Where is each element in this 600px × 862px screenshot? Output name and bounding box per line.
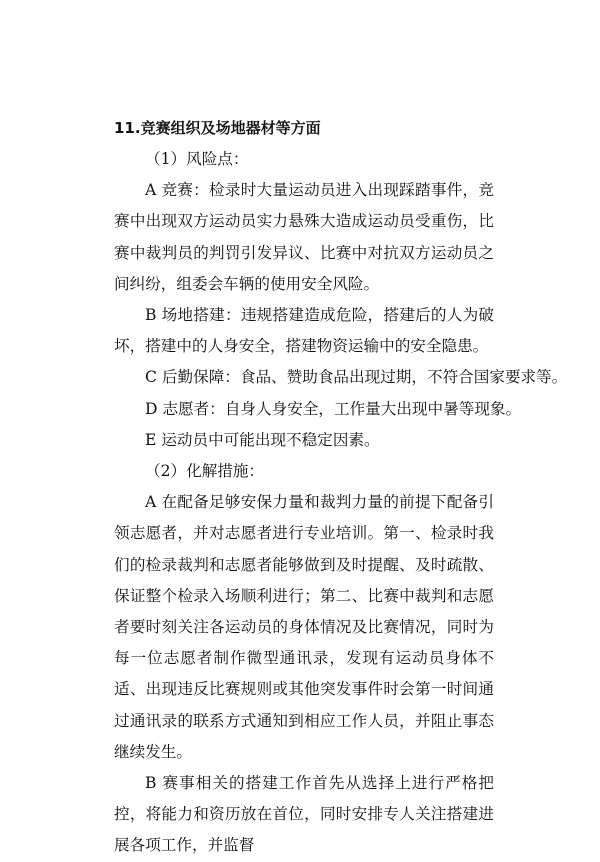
risk-item-d-volunteers: D 志愿者：自身人身安全，工作量大出现中暑等现象。	[145, 399, 522, 418]
section-heading: 11.竞赛组织及场地器材等方面	[114, 119, 321, 137]
risk-item-a-competition: A 竞赛：检录时大量运动员进入出现踩踏事件，竞赛中出现双方运动员实力悬殊大造成运动员受重伤，比赛中裁判员的判罚引发异议、比赛中对抗双方运动员之间纠纷，组委会车辆的使用安全风险。	[114, 181, 494, 293]
measure-item-a: A 在配备足够安保力量和裁判力量的前提下配备引领志愿者，并对志愿者进行专业培训。第一、检录时我们的检录裁判和志愿者能够做到及时提醒、及时疏散、保证整个检录入场顺利进行；第二、比赛中裁判和志愿者要时刻关注各运动员的身体情况及比赛情况，同时为每一位志愿者制作微型通讯录，发现有运动员身体不适、出现违反比赛规则或其他突发事件时会第一时间通过通讯录的联系方式通知到相应工作人员，并阻止事态继续发生。	[114, 493, 494, 761]
risk-points-label: （1）风险点：	[145, 150, 249, 168]
risk-item-c-logistics: C 后勤保障：食品、赞助食品出现过期，不符合国家要求等。	[145, 368, 568, 387]
document-page	[114, 112, 568, 862]
measure-item-b: B 赛事相关的搭建工作首先从选择上进行严格把控，将能力和资历放在首位，同时安排专人关注搭建进展各项工作，并监督	[114, 774, 494, 855]
risk-item-e-athletes: E 运动员中可能出现不稳定因素。	[145, 430, 380, 449]
measures-label: （2）化解措施：	[145, 462, 265, 481]
risk-item-b-venue-setup: B 场地搭建：违规搭建造成危险，搭建后的人为破坏，搭建中的人身安全，搭建物资运输中的安全隐患。	[114, 306, 494, 356]
